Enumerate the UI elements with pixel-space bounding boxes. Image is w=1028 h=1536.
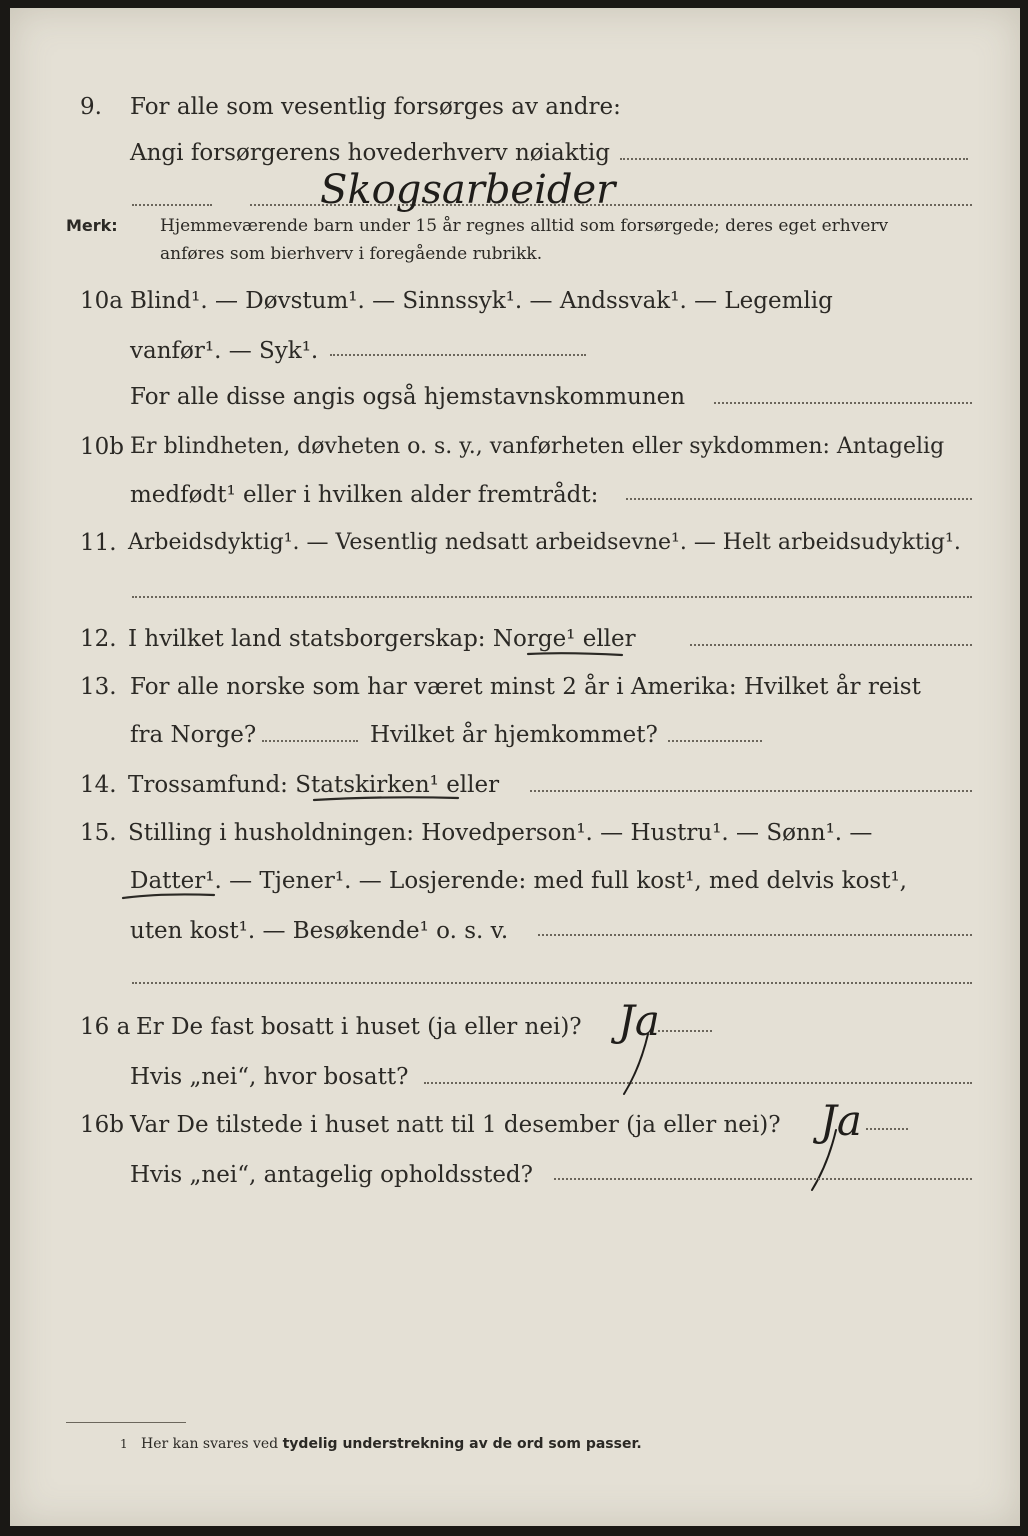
q11-number: 11.: [80, 530, 117, 556]
q15-fill-line-2[interactable]: [132, 982, 972, 984]
q10a-line1: Blind¹. — Døvstum¹. — Sinnssyk¹. — Andssvak¹. — Legemlig: [130, 288, 833, 314]
q16b-fill-line-2[interactable]: [554, 1178, 972, 1180]
footnote-rule: [66, 1422, 186, 1423]
q16b-line2: Hvis „nei“, antagelig opholdssted?: [130, 1162, 533, 1188]
q16a-fill-line-2[interactable]: [424, 1082, 972, 1084]
q13-line1: For alle norske som har været minst 2 år i Amerika: Hvilket år reist: [130, 674, 921, 700]
q11-fill-line[interactable]: [132, 596, 972, 598]
q15-number: 15.: [80, 820, 117, 846]
q15-line1: Stilling i husholdningen: Hovedperson¹. — Hustru¹. — Sønn¹. —: [128, 820, 873, 846]
q15-fill-line-1[interactable]: [538, 934, 972, 936]
q10b-line2: medfødt¹ eller i hvilken alder fremtrådt:: [130, 482, 599, 508]
q16a-line2: Hvis „nei“, hvor bosatt?: [130, 1064, 409, 1090]
form-page: [10, 8, 1020, 1526]
q12-number: 12.: [80, 626, 117, 652]
q13-fill-line-2[interactable]: [668, 740, 762, 742]
q11-line1: Arbeidsdyktig¹. — Vesentlig nedsatt arbeidsevne¹. — Helt arbeidsudyktig¹.: [128, 530, 961, 555]
q9-number: 9.: [80, 94, 102, 120]
q15-option-datter[interactable]: Datter¹.: [130, 868, 222, 894]
q15-line2-rest: — Tjener¹. — Losjerende: med full kost¹, med delvis kost¹,: [229, 868, 907, 894]
footnote-text: Her kan svares ved: [141, 1436, 279, 1452]
q14-underline-statskirken: [312, 790, 462, 806]
q10a-fill-line-2[interactable]: [714, 402, 972, 404]
q14-option-statskirken[interactable]: Statskirken¹: [295, 772, 439, 798]
footnote-bold-text: tydelig understrekning av de ord som passer.: [282, 1436, 642, 1452]
q9-line1: For alle som vesentlig forsørges av andre:: [130, 94, 621, 120]
q9-fill-line-2a[interactable]: [132, 204, 212, 206]
q16a-fill-line-1[interactable]: [658, 1030, 712, 1032]
q13-number: 13.: [80, 674, 117, 700]
q16b-line1: Var De tilstede i huset natt til 1 desember (ja eller nei)?: [130, 1112, 781, 1138]
q13-fill-line-1[interactable]: [262, 740, 358, 742]
q9-line2: Angi forsørgerens hovederhverv nøiaktig: [130, 140, 610, 166]
q16a-line1: Er De fast bosatt i huset (ja eller nei)?: [136, 1014, 582, 1040]
q10a-line3: For alle disse angis også hjemstavnskommunen: [130, 384, 686, 410]
q9-handwritten-answer[interactable]: Skogsarbeider: [320, 167, 616, 213]
q12-eller: eller: [582, 626, 636, 652]
q12-text: I hvilket land statsborgerskap:: [128, 626, 486, 652]
q12-fill-line[interactable]: [690, 644, 972, 646]
q14-text: Trossamfund:: [128, 772, 288, 798]
q13-line2a: fra Norge?: [130, 722, 257, 748]
q16b-handwritten-answer[interactable]: Ja: [820, 1096, 862, 1145]
q16b-fill-line-1[interactable]: [866, 1128, 908, 1130]
q12-underline-norge: [526, 648, 626, 662]
q14-number: 14.: [80, 772, 117, 798]
q15-underline-datter: [120, 888, 220, 904]
footnote: [120, 1434, 642, 1454]
q10b-line1: Er blindheten, døvheten o. s. y., vanførheten eller sykdommen: Antagelig: [130, 434, 945, 459]
merk-line2: anføres som bierhverv i foregående rubrikk.: [160, 244, 543, 264]
q10a-fill-line-1[interactable]: [330, 354, 586, 356]
q14-eller: eller: [446, 772, 500, 798]
q10a-line2: vanfør¹. — Syk¹.: [130, 338, 319, 364]
q15-line3: uten kost¹. — Besøkende¹ o. s. v.: [130, 918, 509, 944]
q12-option-norge[interactable]: Norge¹: [492, 626, 576, 652]
q9-fill-line-1[interactable]: [620, 158, 968, 160]
q16a-number: 16 a: [80, 1014, 131, 1040]
q16b-pen-stroke: [800, 1124, 850, 1196]
q10a-number: 10a: [80, 288, 123, 314]
merk-line1: Hjemmeværende barn under 15 år regnes alltid som forsørgede; deres eget erhverv: [160, 216, 889, 236]
q15-line2: [130, 866, 907, 896]
q13-line2b: Hvilket år hjemkommet?: [370, 722, 658, 748]
q16a-pen-stroke: [610, 1028, 660, 1100]
merk-label: Merk:: [66, 216, 118, 235]
q16a-handwritten-answer[interactable]: Ja: [618, 996, 660, 1045]
q10b-fill-line[interactable]: [626, 498, 972, 500]
q16b-number: 16b: [80, 1112, 124, 1138]
footnote-mark: 1: [120, 1437, 128, 1451]
q14-fill-line[interactable]: [530, 790, 972, 792]
q10b-number: 10b: [80, 434, 124, 460]
